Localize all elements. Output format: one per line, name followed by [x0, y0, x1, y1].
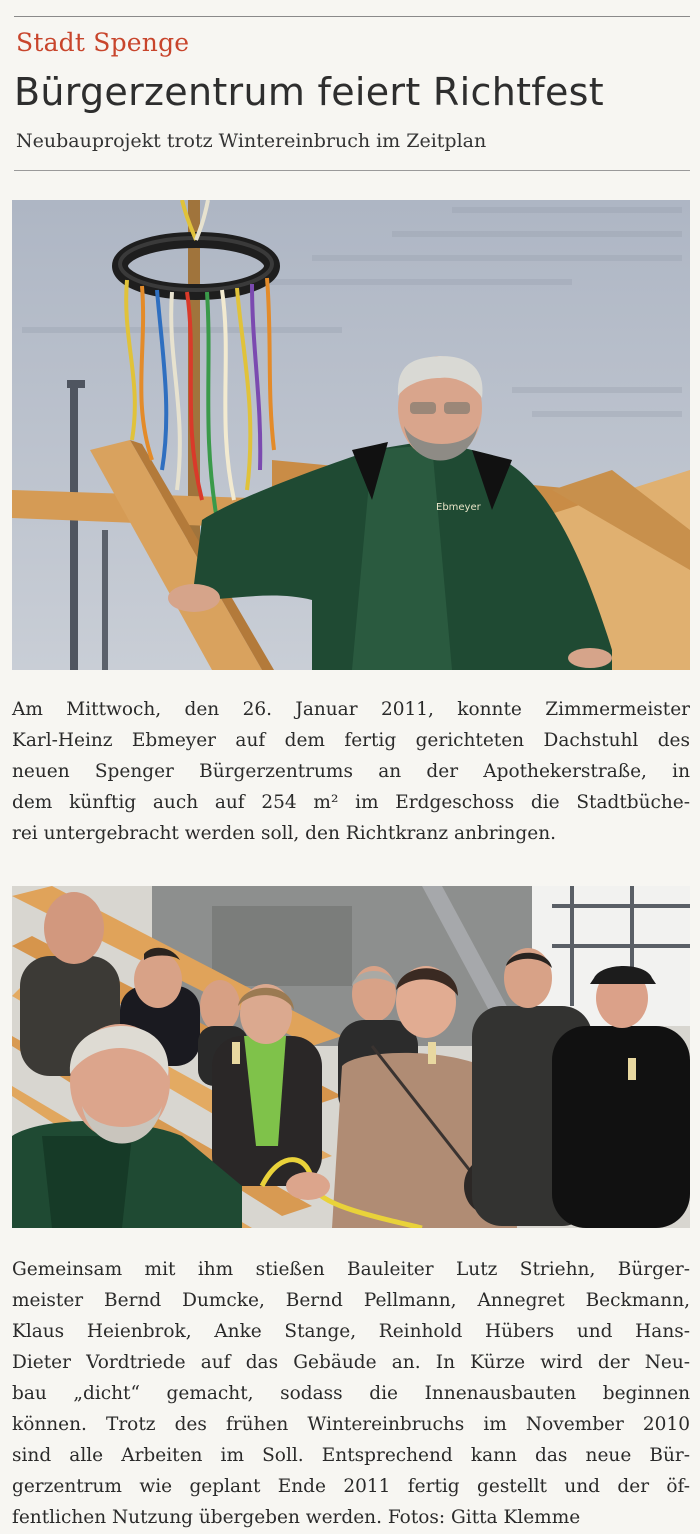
caption-line: Gemeinsam mit ihm stießen Bauleiter Lutz Striehn, Bürger-: [12, 1259, 690, 1280]
caption-line: neuen Spenger Bürgerzentrums an der Apothekerstraße, in: [12, 761, 690, 782]
photo-richtkranz: [12, 200, 690, 670]
photo-group: [12, 886, 690, 1228]
caption-line: rei untergebracht werden soll, den Richtkranz anbringen.: [12, 823, 556, 844]
caption-line: dem künftig auch auf 254 m² im Erdgeschoss die Stadtbüche-: [12, 792, 690, 813]
caption-line: Karl-Heinz Ebmeyer auf dem fertig gerichteten Dachstuhl des: [12, 730, 690, 751]
caption-photo-1: [12, 694, 690, 849]
caption-line: fentlichen Nutzung übergeben werden. Fotos: Gitta Klemme: [12, 1507, 581, 1528]
header-divider: [14, 170, 690, 171]
headline: Bürgerzentrum feiert Richtfest: [14, 70, 604, 114]
caption-line: Klaus Heienbrok, Anke Stange, Reinhold Hübers und Hans-: [12, 1321, 690, 1342]
caption-photo-2: [12, 1254, 690, 1533]
caption-line: gerzentrum wie geplant Ende 2011 fertig gestellt und der öf-: [12, 1476, 690, 1497]
caption-line: bau „dicht“ gemacht, sodass die Innenausbauten beginnen: [12, 1383, 690, 1404]
shirt-logo-text: Ebmeyer: [436, 502, 481, 513]
caption-line: Dieter Vordtriede auf das Gebäude an. In Kürze wird der Neu-: [12, 1352, 690, 1373]
subline: Neubauprojekt trotz Wintereinbruch im Zeitplan: [16, 130, 487, 152]
caption-line: Am Mittwoch, den 26. Januar 2011, konnte Zimmermeister: [12, 699, 690, 720]
section-kicker: Stadt Spenge: [16, 28, 190, 57]
caption-line: sind alle Arbeiten im Soll. Entsprechend kann das neue Bür-: [12, 1445, 690, 1466]
caption-line: können. Trotz des frühen Wintereinbruchs im November 2010: [12, 1414, 690, 1435]
caption-line: meister Bernd Dumcke, Bernd Pellmann, Annegret Beckmann,: [12, 1290, 690, 1311]
top-rule: [14, 16, 690, 17]
